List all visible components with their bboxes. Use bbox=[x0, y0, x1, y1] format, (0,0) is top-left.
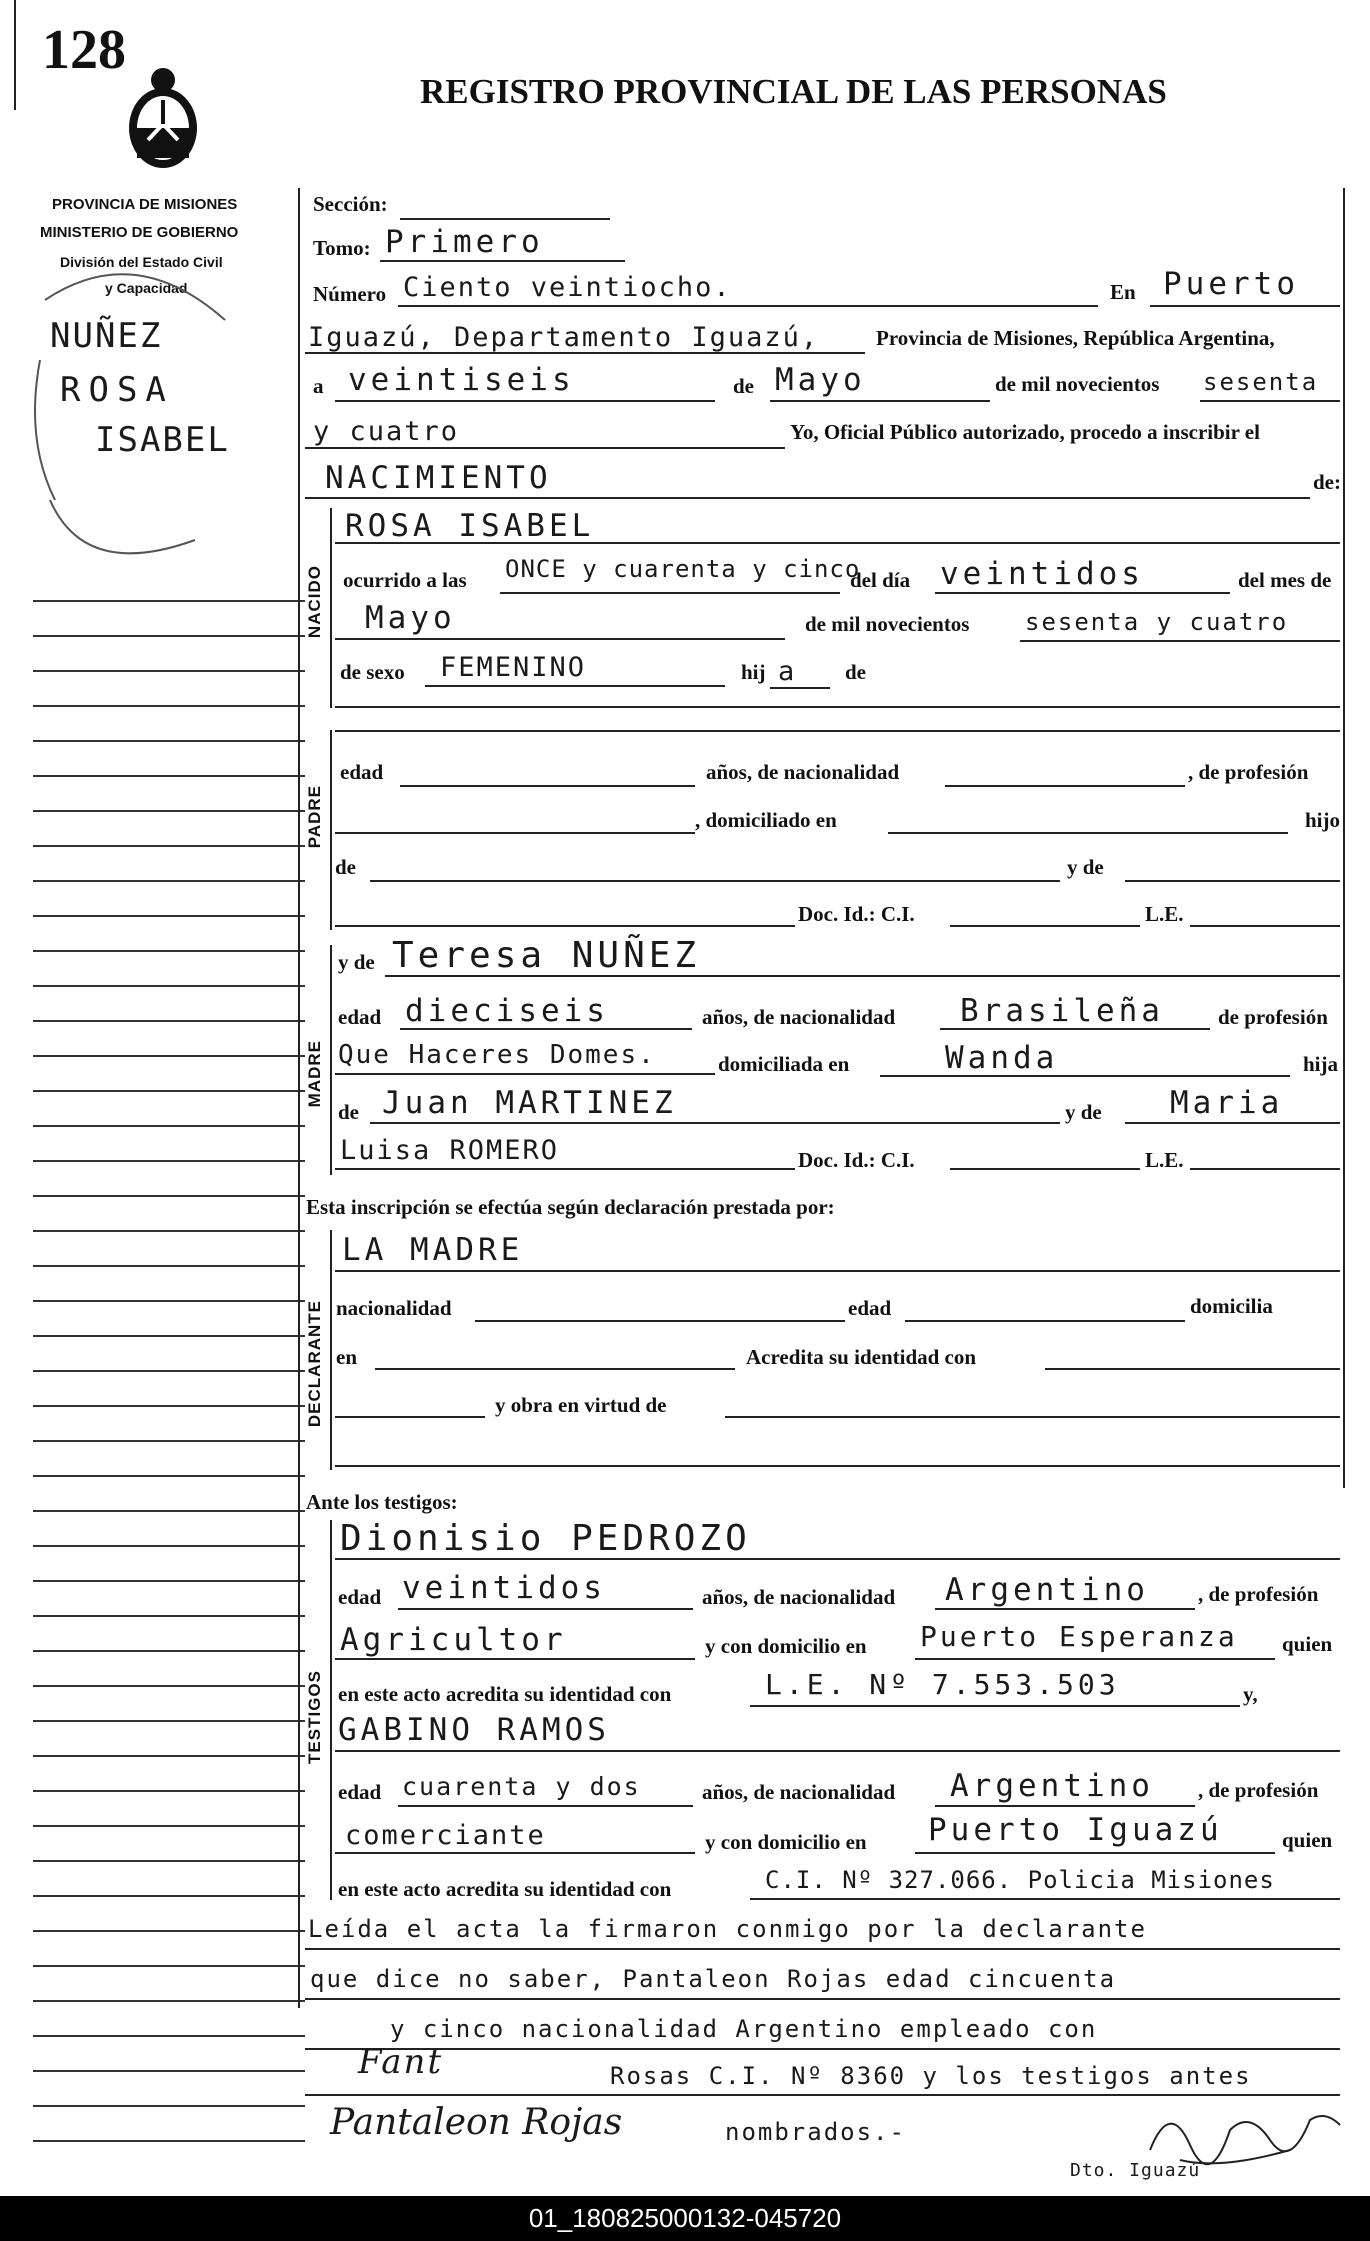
declarante-en-label: en bbox=[336, 1345, 357, 1369]
padre-doc-pre-line bbox=[335, 925, 795, 927]
nacido-label: NACIDO bbox=[305, 565, 324, 639]
main-right-border bbox=[1343, 188, 1345, 1488]
t2-prof-line bbox=[335, 1852, 695, 1854]
nacido-de-label: de bbox=[845, 660, 866, 684]
declarante-en-line bbox=[375, 1368, 735, 1370]
margin-rule bbox=[33, 1090, 305, 1092]
madre-profesion-label: de profesión bbox=[1218, 1005, 1328, 1029]
tomo-value: Primero bbox=[385, 224, 544, 260]
declarante-acredita-line bbox=[1045, 1368, 1340, 1370]
madre-father-value: Juan MARTINEZ bbox=[382, 1085, 677, 1121]
padre-top-line bbox=[335, 730, 1340, 732]
margin-rule bbox=[33, 1755, 305, 1757]
closing-line2-rule bbox=[305, 1998, 1340, 2000]
t1-doc-line bbox=[750, 1705, 1240, 1707]
t2-edad-line bbox=[398, 1805, 693, 1807]
margin-rule bbox=[33, 1825, 305, 1827]
nacido-name: ROSA ISABEL bbox=[345, 508, 595, 544]
madre-mother-line bbox=[1125, 1122, 1340, 1124]
seccion-line bbox=[400, 218, 610, 220]
margin-rule bbox=[33, 1545, 305, 1547]
margin-rule bbox=[33, 1370, 305, 1372]
margin-rule bbox=[33, 670, 305, 672]
madre-nac-line bbox=[940, 1028, 1210, 1030]
inscripcion-text: Esta inscripción se efectúa según declaración prestada por: bbox=[306, 1195, 835, 1219]
padre-de-label: de bbox=[335, 855, 356, 879]
margin-rule bbox=[33, 1685, 305, 1687]
margin-rule bbox=[33, 810, 305, 812]
margin-rule bbox=[33, 1720, 305, 1722]
province-label: PROVINCIA DE MISIONES bbox=[52, 196, 238, 213]
act-value: NACIMIENTO bbox=[325, 460, 552, 496]
nacido-name-line bbox=[335, 542, 1340, 544]
madre-doc-pre-line bbox=[335, 1168, 795, 1170]
t2-acredita-label: en este acto acredita su identidad con bbox=[338, 1877, 672, 1901]
ministry-label: MINISTERIO DE GOBIERNO bbox=[40, 224, 239, 241]
mes-line bbox=[335, 638, 785, 640]
padre-le-line bbox=[1190, 925, 1340, 927]
padre-le-label: L.E. bbox=[1145, 902, 1184, 926]
page-number: 128 bbox=[42, 19, 126, 81]
margin-rule bbox=[33, 2035, 305, 2037]
padre-prof-line bbox=[335, 832, 695, 834]
hij-line bbox=[770, 687, 830, 689]
declarante-nac-line bbox=[475, 1320, 845, 1322]
margin-rule bbox=[33, 1265, 305, 1267]
margin-rule bbox=[33, 1405, 305, 1407]
numero-line bbox=[398, 305, 1098, 307]
madre-y-de-label2: y de bbox=[1065, 1100, 1102, 1124]
capacity-label: y Capacidad bbox=[105, 280, 188, 296]
madre-name-line bbox=[385, 975, 1340, 977]
t1-dom-value: Puerto Esperanza bbox=[920, 1620, 1238, 1653]
t1-prof-line bbox=[335, 1658, 695, 1660]
yo-text: Yo, Oficial Público autorizado, procedo a inscribir el bbox=[790, 420, 1260, 444]
madre-edad-label: edad bbox=[338, 1005, 382, 1029]
t2-nac-line bbox=[935, 1805, 1195, 1807]
de-colon: de: bbox=[1313, 470, 1341, 494]
t1-edad-value: veintidos bbox=[402, 1570, 606, 1606]
t2-anos-label: años, de nacionalidad bbox=[702, 1780, 896, 1804]
margin-rule bbox=[33, 1790, 305, 1792]
margin-rule bbox=[33, 1580, 305, 1582]
en-label: En bbox=[1110, 280, 1136, 304]
margin-rule bbox=[33, 1440, 305, 1442]
declarante-nac-label: nacionalidad bbox=[336, 1296, 452, 1320]
t1-nac-value: Argentino bbox=[945, 1572, 1149, 1608]
madre-name: Teresa NUÑEZ bbox=[392, 935, 701, 976]
margin-rule bbox=[33, 2070, 305, 2072]
provincia-text: Provincia de Misiones, República Argentina, bbox=[876, 326, 1275, 350]
declarante-name: LA MADRE bbox=[342, 1232, 524, 1268]
margin-rule bbox=[33, 1230, 305, 1232]
seccion-label: Sección: bbox=[313, 192, 388, 216]
t2-profesion-label: , de profesión bbox=[1198, 1778, 1319, 1802]
tomo-label: Tomo: bbox=[313, 236, 371, 260]
t1-edad-label: edad bbox=[338, 1585, 382, 1609]
margin-rule bbox=[33, 1160, 305, 1162]
margin-rule bbox=[33, 1965, 305, 1967]
t1-quien-label: quien bbox=[1282, 1632, 1333, 1656]
margin-rule bbox=[33, 740, 305, 742]
t2-name: GABINO RAMOS bbox=[338, 1712, 610, 1748]
margin-rule bbox=[33, 635, 305, 637]
testigos-box bbox=[330, 1520, 332, 1900]
declarante-obra-label: y obra en virtud de bbox=[495, 1393, 667, 1417]
madre-edad-line bbox=[400, 1028, 692, 1030]
margin-rule bbox=[33, 1300, 305, 1302]
closing-sig-right: Dto. Iguazú bbox=[1070, 2160, 1201, 2181]
margin-rule bbox=[33, 1475, 305, 1477]
closing-line5: nombrados.- bbox=[725, 2118, 906, 2146]
sexo-line bbox=[425, 685, 725, 687]
closing-line1: Leída el acta la firmaron conmigo por la declarante bbox=[308, 1915, 1147, 1943]
margin-rule bbox=[33, 1650, 305, 1652]
nacido-box bbox=[330, 508, 332, 708]
madre-le-label: L.E. bbox=[1145, 1148, 1184, 1172]
madre-prof-line bbox=[335, 1073, 715, 1075]
padre-domiciliado-label: , domiciliado en bbox=[695, 808, 837, 832]
margin-rule bbox=[33, 775, 305, 777]
declarante-acredita-label: Acredita su identidad con bbox=[746, 1345, 977, 1369]
margin-rule bbox=[33, 1510, 305, 1512]
month-line bbox=[770, 400, 990, 402]
nacido-end-line bbox=[335, 706, 1340, 708]
year-line bbox=[1200, 400, 1340, 402]
closing-line4: Rosas C.I. Nº 8360 y los testigos antes bbox=[610, 2062, 1252, 2090]
margin-rule bbox=[33, 880, 305, 882]
madre-doc-label: Doc. Id.: C.I. bbox=[798, 1148, 915, 1172]
t1-nac-line bbox=[935, 1608, 1195, 1610]
t2-edad-value: cuarenta y dos bbox=[402, 1772, 641, 1801]
declarante-obra-line bbox=[725, 1416, 1340, 1418]
margin-rule bbox=[33, 1335, 305, 1337]
t1-doc-value: L.E. Nº 7.553.503 bbox=[765, 1668, 1120, 1701]
nacido-year-label: de mil novecientos bbox=[805, 612, 970, 636]
madre-hija-label: hija bbox=[1303, 1052, 1339, 1076]
madre-mother-cont: Luisa ROMERO bbox=[340, 1135, 560, 1166]
en-line bbox=[1150, 305, 1340, 307]
closing-sig1: Pantaleon Rojas bbox=[330, 2102, 623, 2143]
declarante-edad-line bbox=[905, 1320, 1185, 1322]
madre-father-line bbox=[370, 1122, 1060, 1124]
madre-anos-label: años, de nacionalidad bbox=[702, 1005, 896, 1029]
dia-value: veintidos bbox=[940, 556, 1144, 592]
t1-acredita-label: en este acto acredita su identidad con bbox=[338, 1682, 672, 1706]
padre-box bbox=[330, 730, 332, 930]
margin-rule bbox=[33, 1930, 305, 1932]
testigos-label: TESTIGOS bbox=[305, 1670, 324, 1764]
t2-quien-label: quien bbox=[1282, 1828, 1333, 1852]
declarante-box bbox=[330, 1230, 332, 1470]
closing-line3: y cinco nacionalidad Argentino empleado con bbox=[390, 2015, 1098, 2043]
place-cont-value: Iguazú, Departamento Iguazú, bbox=[308, 322, 820, 353]
declarante-domicilia-label: domicilia bbox=[1190, 1294, 1273, 1318]
padre-label: PADRE bbox=[305, 785, 324, 849]
padre-father-line bbox=[370, 880, 1060, 882]
numero-label: Número bbox=[313, 282, 387, 306]
madre-dom-line bbox=[880, 1075, 1290, 1077]
margin-rule bbox=[33, 1195, 305, 1197]
nacido-year-line bbox=[1020, 640, 1340, 642]
t1-domicilio-label: y con domicilio en bbox=[705, 1634, 867, 1658]
t2-nac-value: Argentino bbox=[950, 1768, 1154, 1804]
madre-y-de-label: y de bbox=[338, 950, 375, 974]
t2-prof-value: comerciante bbox=[345, 1820, 546, 1851]
closing-line3-rule bbox=[305, 2048, 1340, 2050]
margin-rule bbox=[33, 1020, 305, 1022]
testigos-intro: Ante los testigos: bbox=[306, 1490, 458, 1514]
padre-ci-line bbox=[950, 925, 1140, 927]
act-line bbox=[305, 497, 1310, 499]
madre-domiciliada-label: domiciliada en bbox=[718, 1052, 850, 1076]
closing-line1-rule bbox=[305, 1948, 1340, 1950]
madre-prof-value: Que Haceres Domes. bbox=[338, 1040, 656, 1070]
madre-label: MADRE bbox=[305, 1040, 324, 1108]
padre-mother-line bbox=[1125, 880, 1340, 882]
madre-de-label: de bbox=[338, 1100, 359, 1124]
padre-edad-line bbox=[400, 785, 695, 787]
declarante-end-line bbox=[335, 1465, 1340, 1467]
hora-line bbox=[500, 592, 840, 594]
ocurrido-label: ocurrido a las bbox=[343, 568, 467, 592]
t2-dom-value: Puerto Iguazú bbox=[928, 1812, 1223, 1848]
t1-anos-label: años, de nacionalidad bbox=[702, 1585, 896, 1609]
margin-rule bbox=[33, 705, 305, 707]
sexo-value: FEMENINO bbox=[440, 652, 587, 683]
padre-doc-label: Doc. Id.: C.I. bbox=[798, 902, 915, 926]
year-value: sesenta bbox=[1203, 368, 1319, 396]
closing-sig-top: Fant bbox=[358, 2042, 444, 2082]
hij-label: hij bbox=[741, 660, 766, 684]
madre-nac-value: Brasileña bbox=[960, 993, 1164, 1029]
t2-domicilio-label: y con domicilio en bbox=[705, 1830, 867, 1854]
madre-ci-line bbox=[950, 1168, 1140, 1170]
footer-id: 01_180825000132-045720 bbox=[0, 2196, 1370, 2241]
a-label: a bbox=[313, 374, 324, 398]
declarante-edad-label: edad bbox=[848, 1296, 892, 1320]
declarante-label: DECLARANTE bbox=[305, 1300, 324, 1428]
hij-value: a bbox=[778, 656, 797, 687]
margin-name1: ROSA bbox=[60, 370, 174, 410]
madre-box bbox=[330, 945, 332, 1175]
main-left-border bbox=[298, 188, 300, 2008]
month-value: Mayo bbox=[775, 362, 866, 398]
margin-rule bbox=[33, 600, 305, 602]
t2-doc-value: C.I. Nº 327.066. Policia Misiones bbox=[765, 1866, 1275, 1894]
padre-dom-line bbox=[888, 832, 1288, 834]
day-value: veintiseis bbox=[348, 362, 575, 398]
padre-profesion-label: , de profesión bbox=[1188, 760, 1309, 784]
t2-edad-label: edad bbox=[338, 1780, 382, 1804]
t2-dom-line bbox=[915, 1852, 1275, 1854]
madre-le-line bbox=[1190, 1168, 1340, 1170]
del-mes-label: del mes de bbox=[1238, 568, 1332, 592]
padre-y-de-label: y de bbox=[1067, 855, 1104, 879]
margin-surname: NUÑEZ bbox=[50, 316, 163, 356]
tomo-line bbox=[380, 260, 625, 262]
padre-hijo-label: hijo bbox=[1305, 808, 1341, 832]
margin-name2: ISABEL bbox=[95, 420, 230, 460]
declarante-pre-line bbox=[335, 1416, 485, 1418]
t1-name: Dionisio PEDROZO bbox=[340, 1518, 751, 1559]
declarante-name-line bbox=[335, 1270, 1340, 1272]
madre-edad-value: dieciseis bbox=[405, 993, 609, 1029]
margin-rule bbox=[33, 2140, 305, 2142]
madre-dom-value: Wanda bbox=[945, 1040, 1059, 1076]
year-cont-value: y cuatro bbox=[313, 416, 460, 447]
numero-value: Ciento veintiocho. bbox=[403, 272, 732, 303]
top-left-border bbox=[14, 0, 16, 110]
padre-edad-label: edad bbox=[340, 760, 384, 784]
t1-dom-line bbox=[915, 1658, 1275, 1660]
padre-anos-label: años, de nacionalidad bbox=[706, 760, 900, 784]
day-line bbox=[335, 400, 715, 402]
t1-edad-line bbox=[398, 1608, 693, 1610]
margin-rule bbox=[33, 1125, 305, 1127]
margin-rule bbox=[33, 1895, 305, 1897]
t2-name-line bbox=[335, 1750, 1340, 1752]
margin-rule bbox=[33, 985, 305, 987]
document-title: REGISTRO PROVINCIAL DE LAS PERSONAS bbox=[420, 72, 1167, 111]
margin-rule bbox=[33, 1860, 305, 1862]
de-label-month: de bbox=[733, 374, 754, 398]
margin-rule bbox=[33, 1055, 305, 1057]
t1-y-label: y, bbox=[1243, 1682, 1258, 1706]
year-cont-line bbox=[305, 447, 785, 449]
hora-value: ONCE y cuarenta y cinco bbox=[505, 555, 861, 583]
t2-doc-line bbox=[750, 1898, 1340, 1900]
margin-rule bbox=[33, 845, 305, 847]
closing-line2: que dice no saber, Pantaleon Rojas edad cincuenta bbox=[310, 1965, 1117, 1993]
t1-prof-value: Agricultor bbox=[340, 1622, 567, 1658]
margin-rule bbox=[33, 1615, 305, 1617]
margin-rule bbox=[33, 2000, 305, 2002]
t1-name-line bbox=[335, 1558, 1340, 1560]
del-dia-label: del día bbox=[850, 568, 911, 592]
coat-of-arms-icon bbox=[118, 60, 208, 175]
official-signature bbox=[1140, 2090, 1350, 2180]
madre-mother-value: Maria bbox=[1170, 1085, 1284, 1121]
margin-rule bbox=[33, 2105, 305, 2107]
padre-nac-line bbox=[945, 785, 1185, 787]
en-value: Puerto bbox=[1163, 266, 1299, 302]
mes-value: Mayo bbox=[365, 600, 456, 636]
margin-rule bbox=[33, 950, 305, 952]
margin-rule bbox=[33, 915, 305, 917]
t1-profesion-label: , de profesión bbox=[1198, 1582, 1319, 1606]
dia-line bbox=[935, 592, 1230, 594]
nacido-year-value: sesenta y cuatro bbox=[1025, 608, 1289, 636]
year-label: de mil novecientos bbox=[995, 372, 1160, 396]
sexo-label: de sexo bbox=[340, 660, 405, 684]
division-label: División del Estado Civil bbox=[60, 254, 223, 270]
official-stamp bbox=[25, 240, 265, 580]
place-line bbox=[305, 352, 865, 354]
